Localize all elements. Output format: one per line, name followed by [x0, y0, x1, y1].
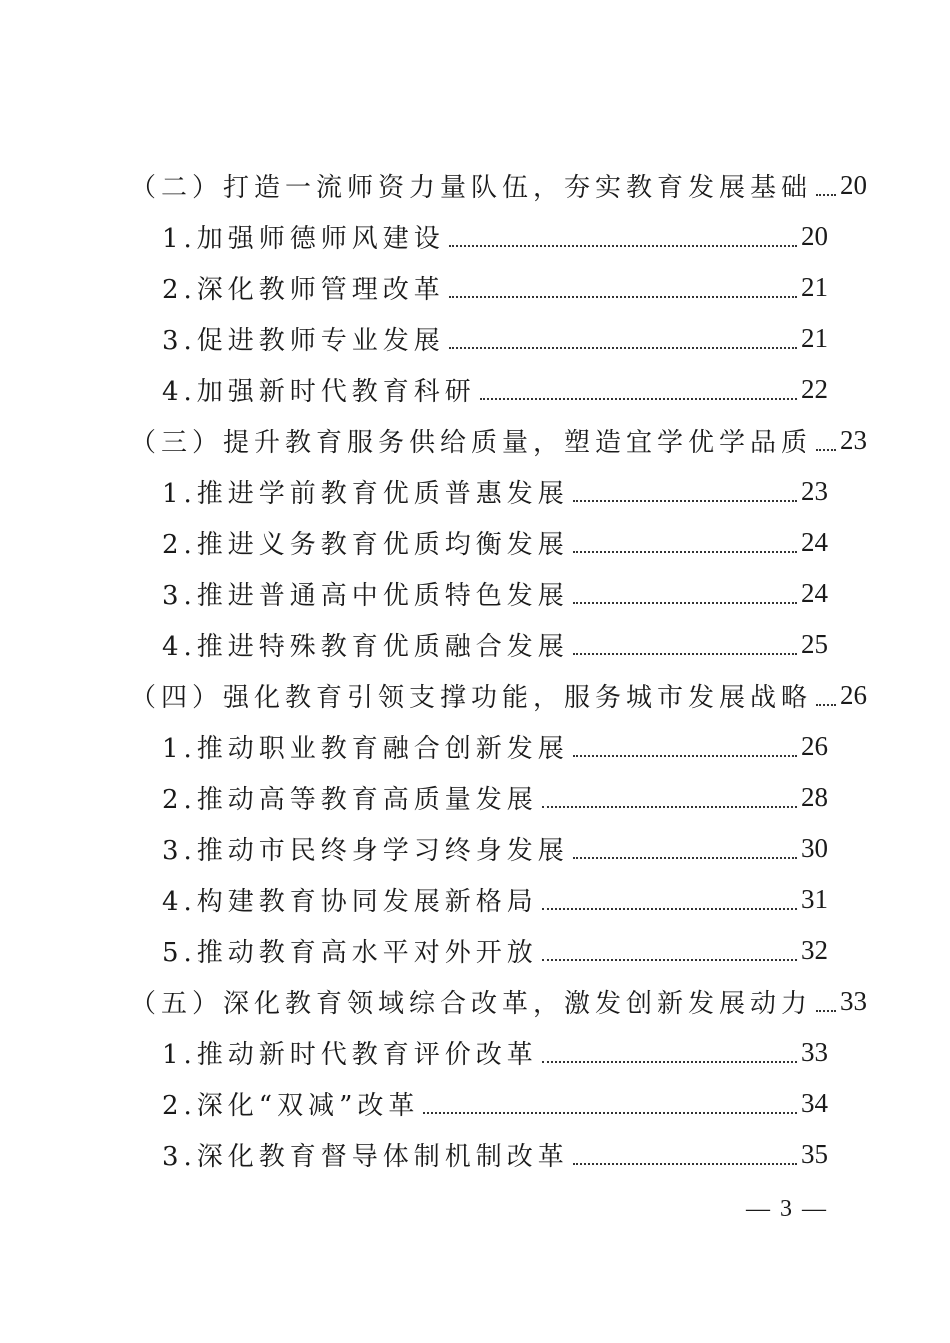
toc-dot-leader — [542, 959, 797, 961]
toc-section-entry — [0, 976, 950, 1027]
toc-entry-title: 3.深化教育督导体制机制改革 — [162, 1142, 569, 1172]
toc-dot-leader — [542, 1061, 797, 1063]
toc-entry-page: 20 — [801, 221, 828, 251]
toc-item-entry — [0, 874, 950, 925]
toc-entry-page: 20 — [840, 170, 868, 200]
toc-dot-leader — [816, 1010, 836, 1012]
toc-entry-page: 33 — [801, 1037, 828, 1067]
toc-entry-title: （五）深化教育领域综合改革，激发创新发展动力 — [130, 989, 813, 1019]
toc-dot-leader — [449, 347, 797, 349]
toc-entry-title: 2.深化“双减”改革 — [162, 1091, 420, 1121]
toc-item-entry — [0, 364, 950, 415]
toc-dot-leader — [816, 704, 836, 706]
toc-entry-page: 34 — [801, 1088, 828, 1118]
toc-dot-leader — [573, 1163, 797, 1165]
toc-section-entry — [0, 670, 950, 721]
toc-entry-page: 21 — [801, 272, 828, 302]
toc-entry-title: 4.推进特殊教育优质融合发展 — [162, 632, 569, 662]
toc-item-entry — [0, 262, 950, 313]
toc-item-entry — [0, 1078, 950, 1129]
table-of-contents — [0, 160, 950, 1180]
toc-entry-page: 25 — [801, 629, 828, 659]
toc-entry-title: 5.推动教育高水平对外开放 — [162, 938, 538, 968]
toc-item-entry — [0, 721, 950, 772]
toc-entry-page: 32 — [801, 935, 828, 965]
toc-item-entry — [0, 823, 950, 874]
toc-entry-title: 2.深化教师管理改革 — [162, 275, 445, 305]
toc-section-entry — [0, 415, 950, 466]
toc-dot-leader — [449, 296, 797, 298]
toc-item-entry — [0, 925, 950, 976]
toc-dot-leader — [423, 1112, 797, 1114]
toc-item-entry — [0, 619, 950, 670]
toc-item-entry — [0, 568, 950, 619]
toc-dot-leader — [542, 908, 797, 910]
toc-section-entry — [0, 160, 950, 211]
toc-dot-leader — [542, 806, 797, 808]
toc-entry-title: 1.推动新时代教育评价改革 — [162, 1040, 538, 1070]
toc-entry-page: 23 — [801, 476, 828, 506]
toc-dot-leader — [449, 245, 797, 247]
toc-entry-page: 26 — [840, 680, 868, 710]
toc-dot-leader — [573, 500, 797, 502]
toc-item-entry — [0, 1129, 950, 1180]
toc-entry-page: 35 — [801, 1139, 828, 1169]
toc-entry-title: 4.加强新时代教育科研 — [162, 377, 476, 407]
page-number: — 3 — — [746, 1196, 828, 1222]
toc-entry-title: 1.加强师德师风建设 — [162, 224, 445, 254]
toc-entry-title: （三）提升教育服务供给质量，塑造宜学优学品质 — [130, 428, 813, 458]
toc-dot-leader — [480, 398, 797, 400]
toc-entry-page: 22 — [801, 374, 828, 404]
toc-dot-leader — [573, 602, 797, 604]
toc-item-entry — [0, 313, 950, 364]
toc-dot-leader — [573, 857, 797, 859]
toc-entry-page: 26 — [801, 731, 828, 761]
toc-entry-title: 2.推动高等教育高质量发展 — [162, 785, 538, 815]
toc-dot-leader — [573, 755, 797, 757]
toc-entry-title: 3.推动市民终身学习终身发展 — [162, 836, 569, 866]
toc-entry-title: （二）打造一流师资力量队伍，夯实教育发展基础 — [130, 173, 813, 203]
toc-entry-title: 1.推动职业教育融合创新发展 — [162, 734, 569, 764]
toc-entry-page: 23 — [840, 425, 868, 455]
toc-item-entry — [0, 466, 950, 517]
toc-item-entry — [0, 211, 950, 262]
toc-entry-title: 3.促进教师专业发展 — [162, 326, 445, 356]
toc-dot-leader — [816, 449, 836, 451]
toc-entry-title: 3.推进普通高中优质特色发展 — [162, 581, 569, 611]
toc-entry-title: 1.推进学前教育优质普惠发展 — [162, 479, 569, 509]
toc-entry-title: （四）强化教育引领支撑功能，服务城市发展战略 — [130, 683, 813, 713]
toc-dot-leader — [573, 653, 797, 655]
toc-entry-page: 33 — [840, 986, 868, 1016]
toc-item-entry — [0, 517, 950, 568]
toc-item-entry — [0, 1027, 950, 1078]
toc-entry-page: 24 — [801, 527, 828, 557]
toc-entry-page: 24 — [801, 578, 828, 608]
toc-entry-title: 4.构建教育协同发展新格局 — [162, 887, 538, 917]
toc-entry-page: 28 — [801, 782, 828, 812]
toc-entry-page: 31 — [801, 884, 828, 914]
toc-item-entry — [0, 772, 950, 823]
toc-entry-page: 30 — [801, 833, 828, 863]
toc-entry-title: 2.推进义务教育优质均衡发展 — [162, 530, 569, 560]
toc-dot-leader — [816, 194, 836, 196]
toc-entry-page: 21 — [801, 323, 828, 353]
toc-dot-leader — [573, 551, 797, 553]
